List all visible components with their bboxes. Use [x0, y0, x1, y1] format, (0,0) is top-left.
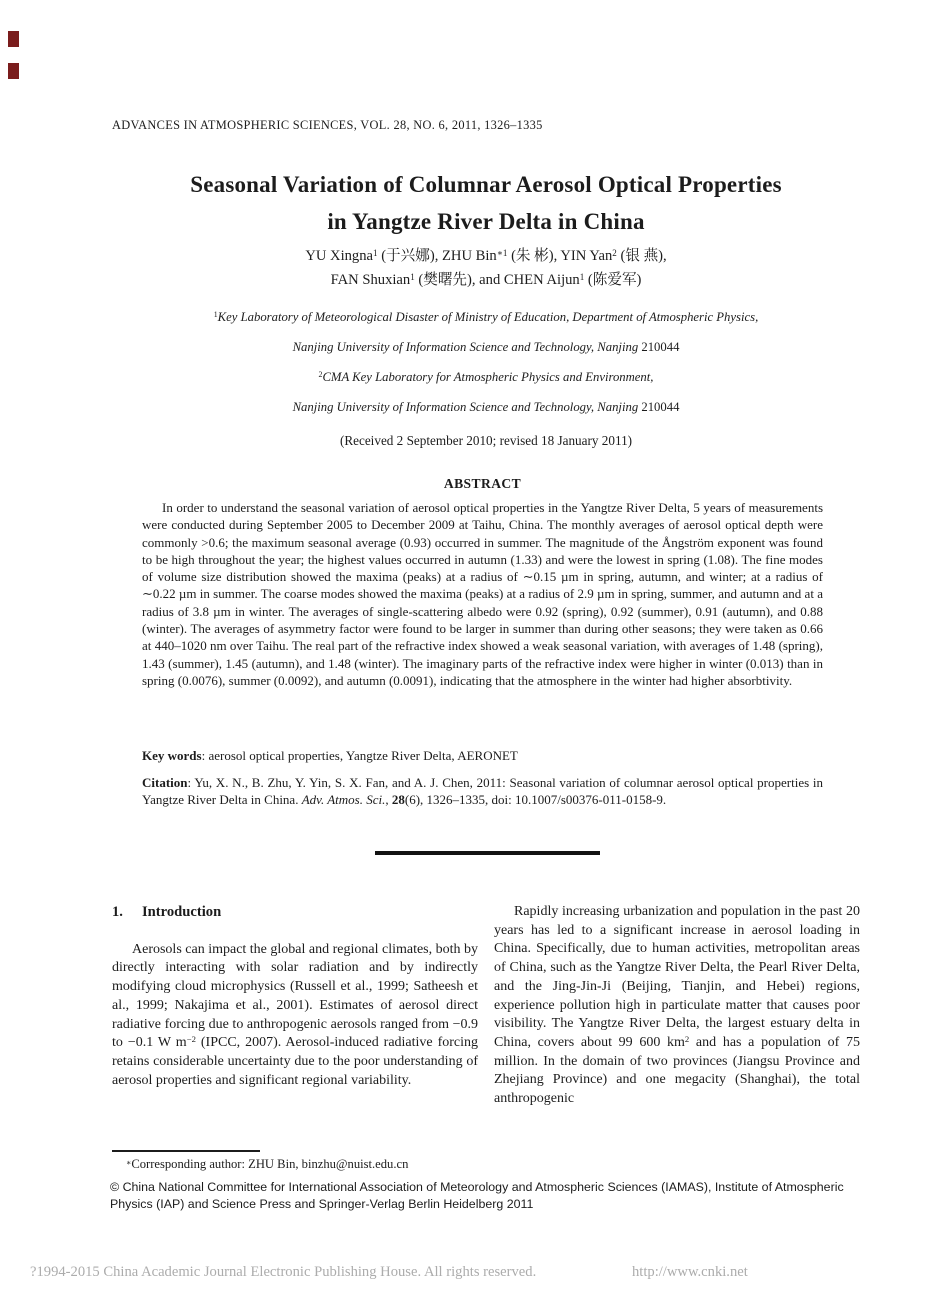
affiliation-1-line2: Nanjing University of Information Science and Technology, Nanjing 210044 [292, 340, 680, 354]
section-1-number: 1. [112, 904, 123, 920]
copyright-notice: © China National Committee for International Association of Meteorology and Atmospheric Sciences (IAMAS), Institute of Atmospheric Physics (IAP) and Science Press and Springer-Verlag Berlin Heidelberg 2011 [110, 1180, 844, 1211]
intro-paragraph-right: Rapidly increasing urbanization and population in the past 20 years has led to a significant increase in aerosol loading in China. Specifically, due to human activities, metropolitan areas of China, such as the Yangtze River Delta, the Pearl River Delta, and the Jing-Jin-Ji (Beijing, Tianjin, and Hebei) regions, experience pollution high in particulate matter that causes poor visibility. The Yangtze River Delta, the largest estuary delta in China, covers about 99 600 $km^2$ and has a population of 75 million. In the domain of two provinces (Jiangsu Province and Zhejiang Province) and one megacity (Shanghai), the total anthropogenic [494, 904, 860, 1107]
citation-block: Citation: Yu, X. N., B. Zhu, Y. Yin, S. X. Fan, and A. J. Chen, 2011: Seasonal variation of columnar aerosol optical properties in Yangtze River Delta in China. Adv. Atmos. Sci., 28(6), 1326–1335, doi: 10.1007/s00376-011-0158-9. [142, 775, 823, 808]
paper-title [112, 166, 860, 240]
section-1-title: Introduction [142, 904, 222, 920]
cnki-banner-url: http://www.cnki.net [632, 1264, 748, 1280]
cnki-stamp-mark-top [8, 31, 19, 47]
cnki-stamp-mark-bottom [8, 63, 19, 79]
authors [112, 244, 860, 292]
authors-line1: YU Xingna$^1$ (于兴娜), ZHU Bin$^{∗1}$ (朱 彬), YIN Yan$^2$ (银 燕), [305, 247, 667, 264]
affiliation-2-line2: Nanjing University of Information Science and Technology, Nanjing 210044 [292, 400, 680, 414]
cnki-banner-text: ?1994-2015 China Academic Journal Electronic Publishing House. All rights reserved. [30, 1264, 537, 1280]
section-divider-rule [375, 851, 600, 855]
section-1-heading [112, 903, 478, 922]
abstract-text: In order to understand the seasonal variation of aerosol optical properties in the Yangtze River Delta, 5 years of measurements were conducted during September 2005 to December 2009 at Taihu, China. The monthly averages of aerosol optical depth were commonly >0.6; the maximum seasonal average (0.93) occurred in summer. The magnitude of the Ångström exponent was found to be high throughout the year; the highest values occurred in autumn (1.33) and were the lowest in spring (1.08). The fine modes of volume size distribution showed the maxima (peaks) at a radius of ∼0.15 µm in spring, autumn, and winter; at a radius of ∼0.22 µm in summer. The coarse modes showed the maxima (peaks) at a radius of 2.9 µm in spring, summer, and autumn and at a radius of 3.8 µm in winter. The averages of single-scattering albedo were 0.92 (spring), 0.92 (summer), 0.91 (autumn), and 0.88 (winter). The averages of asymmetry factor were found to be larger in summer than during other seasons; they were taken as 0.66 at 440–1020 nm over Taihu. The real part of the refractive index showed a weak seasonal variation, with averages of 1.48 (spring), 1.43 (summer), 1.45 (autumn), and 1.48 (winter). The imaginary parts of the refractive index were higher in winter (0.013) than in spring (0.0076), summer (0.0092), and autumn (0.0091), indicating that the atmosphere in the winter had higher absorbtivity. [142, 500, 823, 688]
keywords-line: Key words: aerosol optical properties, Yangtze River Delta, AERONET [142, 748, 518, 763]
paper-title-line1: Seasonal Variation of Columnar Aerosol Optical Properties [190, 172, 782, 197]
paper-title-line2: in Yangtze River Delta in China [327, 209, 645, 234]
affiliation-1-line1: $^1$Key Laboratory of Meteorological Disaster of Ministry of Education, Department of Atmospheric Physics, [213, 310, 759, 324]
body-column-left [112, 903, 478, 1090]
affiliation-2-line1: $^2$CMA Key Laboratory for Atmospheric Physics and Environment, [318, 370, 654, 384]
corresponding-author-note: ∗Corresponding author: ZHU Bin, binzhu@nuist.edu.cn [126, 1157, 409, 1171]
footnote-rule [112, 1150, 260, 1152]
journal-header-line: ADVANCES IN ATMOSPHERIC SCIENCES, VOL. 28, NO. 6, 2011, 1326–1335 [112, 118, 543, 132]
received-revised-dates: (Received 2 September 2010; revised 18 January 2011) [339, 433, 633, 448]
intro-paragraph-left: Aerosols can impact the global and regional climates, both by directly interacting with solar radiation and by indirectly modifying cloud microphysics (Russell et al., 1999; Satheesh et al., 1999; Nakajima et al., 2001). Estimates of aerosol direct radiative forcing due to anthropogenic aerosols ranged from −0.9 to −0.1 W $m^{-2}$ (IPCC, 2007). Aerosol-induced radiative forcing retains considerable uncertainty due to the poor understanding of aerosol properties and significant regional variability. [112, 941, 479, 1088]
affiliations [112, 302, 860, 422]
abstract-heading: ABSTRACT [443, 476, 522, 491]
authors-line2: FAN Shuxian$^1$ (樊曙先), and CHEN Aijun$^1$ (陈爱军) [330, 271, 642, 288]
body-column-right [494, 903, 860, 1109]
